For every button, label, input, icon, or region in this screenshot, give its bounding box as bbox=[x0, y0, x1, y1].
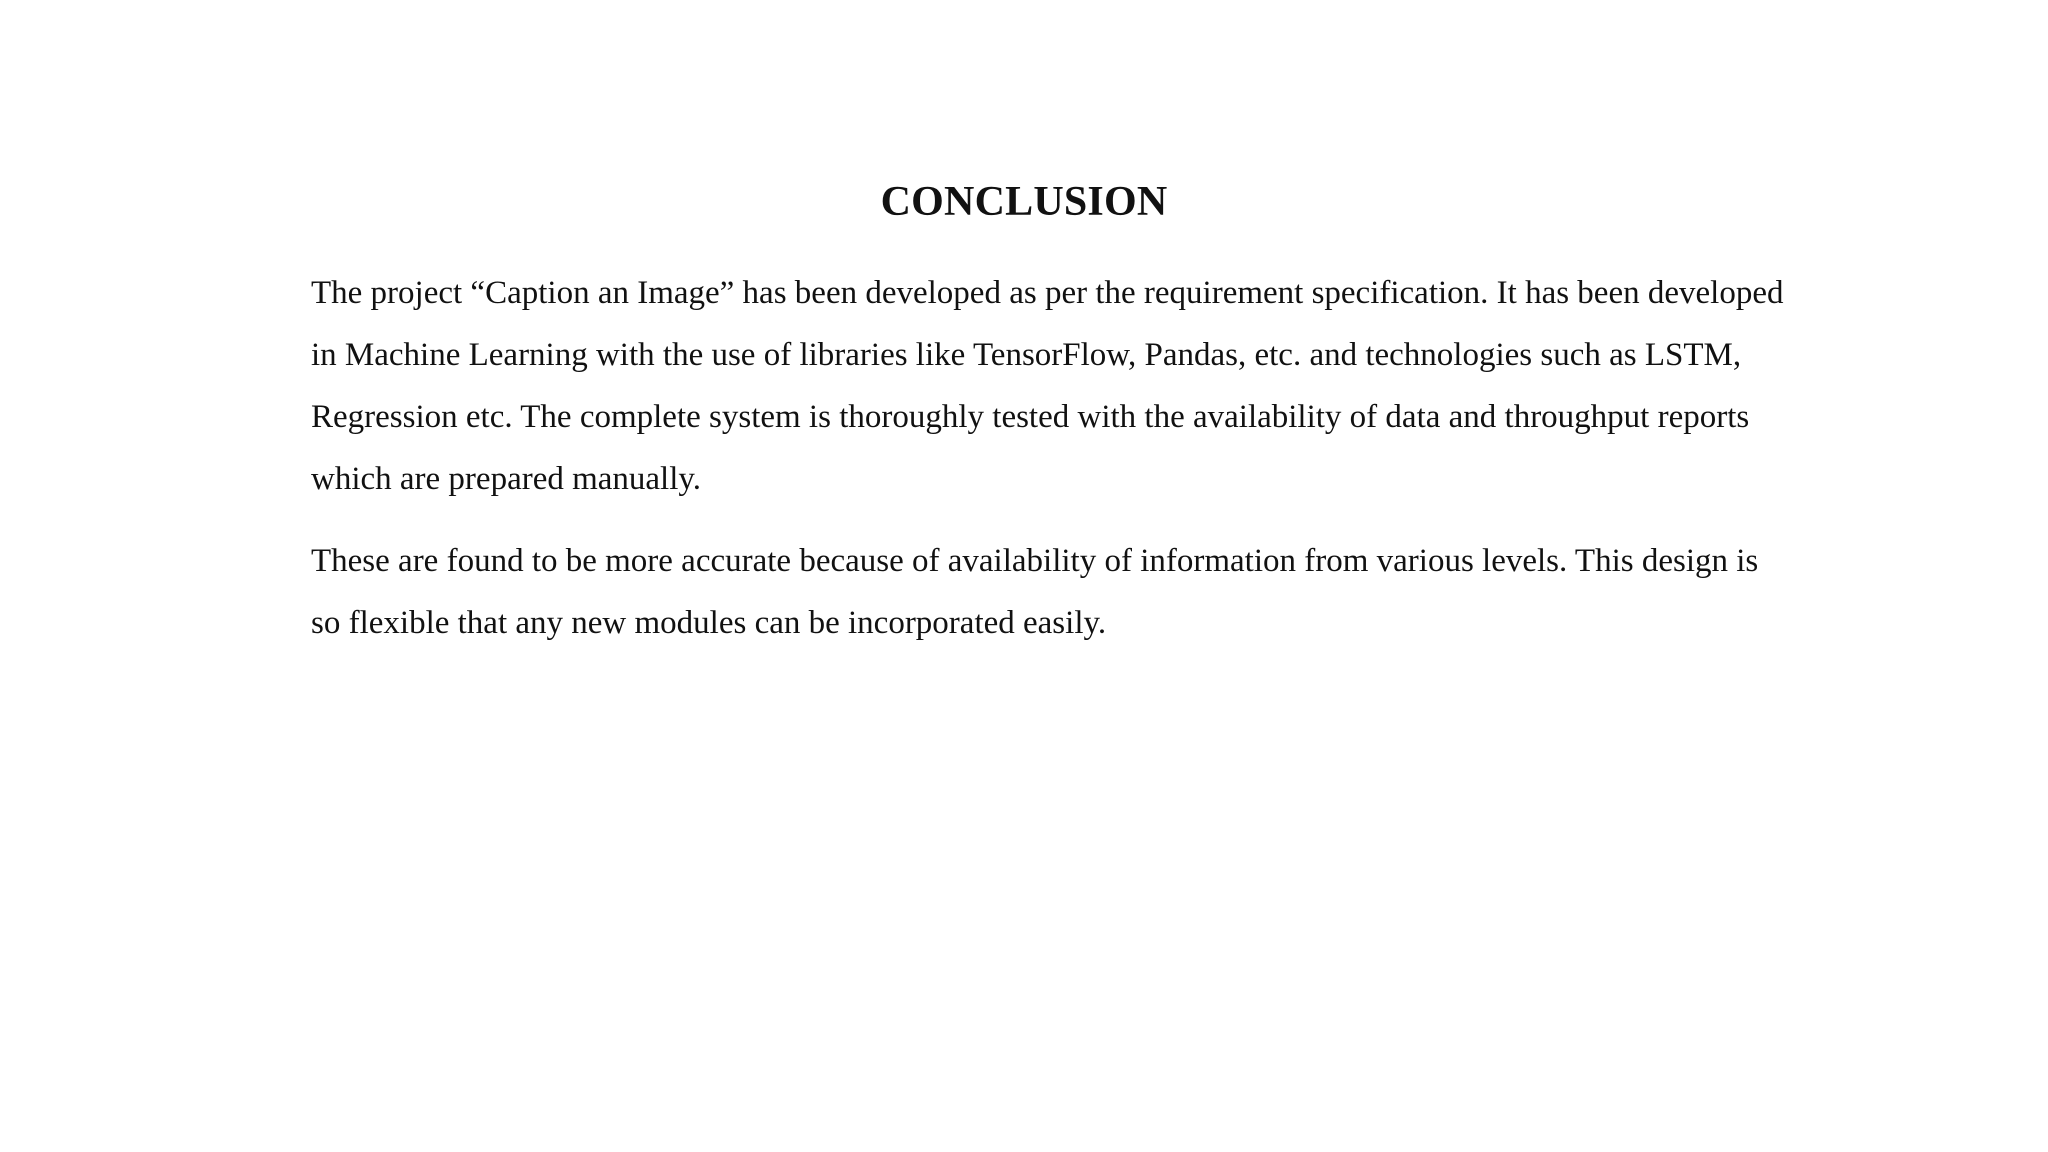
page-title: CONCLUSION bbox=[880, 179, 1168, 225]
document-body bbox=[311, 262, 1791, 674]
paragraph-2: These are found to be more accurate because of availability of information from various levels. This design is so flexible that any new modules can be incorporated easily. bbox=[311, 543, 1759, 641]
paragraph-1: The project “Caption an Image” has been developed as per the requirement specification. It has been developed in Machine Learning with the use of libraries like TensorFlow, Pandas, etc. and technologies such as LSTM, Regression etc. The complete system is thoroughly tested with the availability of data and throughput reports which are prepared manually. bbox=[311, 275, 1784, 497]
